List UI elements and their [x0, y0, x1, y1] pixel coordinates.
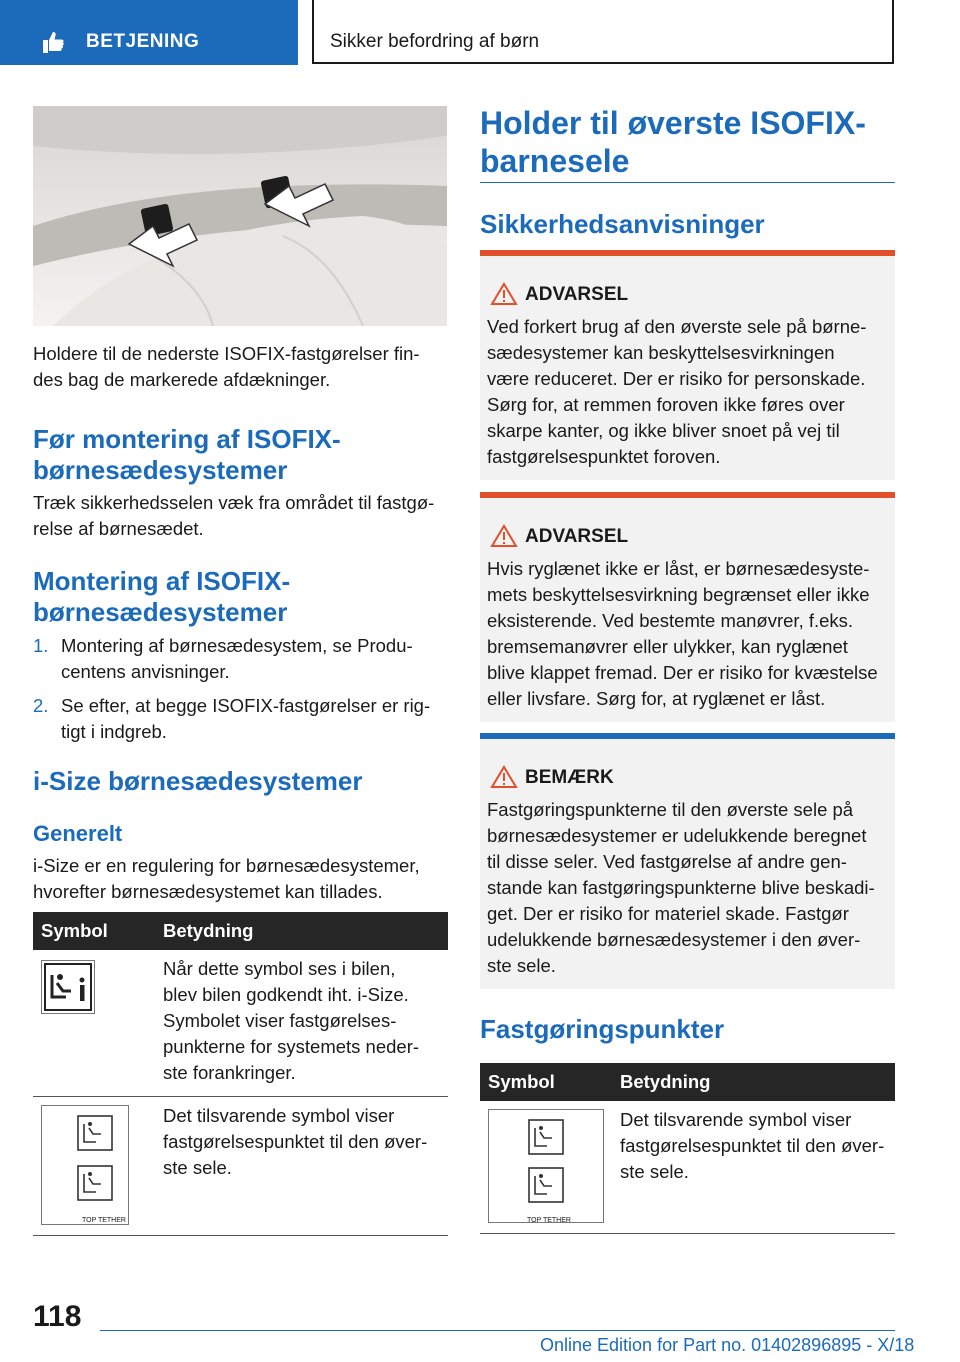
warning-text: Ved forkert brug af den øverste sele på børne- sædesystemer kan beskyttelsesvirkningen være reduceret. Der er risiko for personskade. Sørg for, at remmen foroven ikke føres over skarpe kanter, og ikke bliver snoet på vej til fastgørelsespunktet foroven. — [487, 316, 867, 467]
subheading-general: Generelt — [33, 821, 123, 846]
table-header-row — [480, 1063, 895, 1101]
section-label: BETJENING — [86, 31, 200, 52]
table-header-row — [33, 912, 448, 950]
isize-seat-icon — [41, 960, 95, 1014]
warning-box — [480, 492, 895, 722]
warning-label: ADVARSEL — [525, 526, 629, 547]
warning-label: ADVARSEL — [525, 284, 629, 305]
column-header-meaning: Betydning — [612, 1063, 895, 1101]
note-label: BEMÆRK — [525, 767, 614, 788]
table-row — [480, 1101, 895, 1234]
top-tether-icon — [41, 1105, 129, 1225]
warning-triangle-icon — [490, 282, 518, 306]
warning-box — [480, 250, 895, 480]
table-cell-meaning: Det tilsvarende symbol viser fastgørelsespunktet til den øver- ste sele. — [612, 1101, 895, 1234]
table-cell-meaning: Det tilsvarende symbol viser fastgørelsespunktet til den øver- ste sele. — [155, 1097, 448, 1236]
column-header-symbol: Symbol — [33, 912, 155, 950]
warning-triangle-icon — [490, 765, 518, 789]
mounting-steps — [33, 633, 448, 753]
heading-safety: Sikkerhedsanvisninger — [480, 209, 765, 239]
heading-mounting: Montering af ISOFIX- børnesædesystemer — [33, 566, 291, 627]
isize-symbol-table — [33, 912, 448, 1236]
step-number: 2. — [33, 695, 49, 716]
section-tab[interactable] — [0, 0, 298, 65]
step-number: 1. — [33, 635, 49, 656]
anchor-symbol-table — [480, 1063, 895, 1234]
list-item — [33, 633, 448, 685]
note-box — [480, 733, 895, 989]
step-text: Montering af børnesædesystem, se Produ- centens anvisninger. — [61, 635, 413, 682]
general-text: i-Size er en regulering for børnesædesystemer, hvorefter børnesædesystemet kan tillades. — [33, 855, 420, 902]
warning-triangle-icon — [490, 524, 518, 548]
edition-note: Online Edition for Part no. 01402896895 - X/18 — [540, 1335, 915, 1355]
table-cell-meaning: Når dette symbol ses i bilen, blev bilen godkendt iht. i-Size. Symbolet viser fastgørelses- punkterne for systemets neder- ste forankringer. — [155, 950, 448, 1097]
heading-before-mounting: Før montering af ISOFIX- børnesædesystemer — [33, 424, 341, 485]
photo-caption: Holdere til de nederste ISOFIX-fastgørelser fin- des bag de markerede afdækninger. — [33, 343, 420, 390]
column-header-symbol: Symbol — [480, 1063, 612, 1101]
top-tether-icon — [488, 1109, 604, 1223]
page-title: Holder til øverste ISOFIX- barnesele — [480, 105, 866, 179]
top-tether-label: TOP TETHER — [527, 1217, 571, 1224]
chapter-title: Sikker befordring af børn — [330, 31, 540, 52]
top-tether-label: TOP TETHER — [82, 1217, 126, 1224]
footer-rule — [100, 1330, 895, 1331]
column-header-meaning: Betydning — [155, 912, 448, 950]
table-row — [33, 950, 448, 1097]
warning-text: Hvis ryglænet ikke er låst, er børnesædesyste- mets beskyttelsesvirkning begrænset eller ikke eksisterende. Ved bestemte manøvrer, f.eks. bremsemanøvrer eller ulykker, kan ryglænet blive klappet fremad. Der er risiko for kvæstelse eller livsfare. Sørg for, at ryglænet er låst. — [487, 558, 878, 709]
before-mounting-text: Træk sikkerhedsselen væk fra området til fastgø- relse af børnesædet. — [33, 492, 435, 539]
title-rule — [480, 182, 895, 183]
note-text: Fastgøringspunkterne til den øverste sele på børnesædesystemer er udelukkende beregnet til disse seler. Ved fastgørelse af andre gen- stande kan fastgøringspunkterne blive beskadi- get. Der er risiko for materiel skade. Fastgør udelukkende børnesædesystemer i den øver- ste sele. — [487, 799, 875, 976]
hand-pointer-icon — [40, 30, 66, 54]
heading-anchor-points: Fastgøringspunkter — [480, 1014, 725, 1044]
table-row — [33, 1097, 448, 1236]
heading-isize: i-Size børnesædesystemer — [33, 766, 363, 796]
step-text: Se efter, at begge ISOFIX-fastgørelser er rig- tigt i indgreb. — [61, 695, 431, 742]
isofix-anchor-photo — [33, 106, 447, 326]
list-item — [33, 693, 448, 745]
page-number: 118 — [33, 1300, 82, 1333]
chapter-header — [312, 0, 894, 64]
